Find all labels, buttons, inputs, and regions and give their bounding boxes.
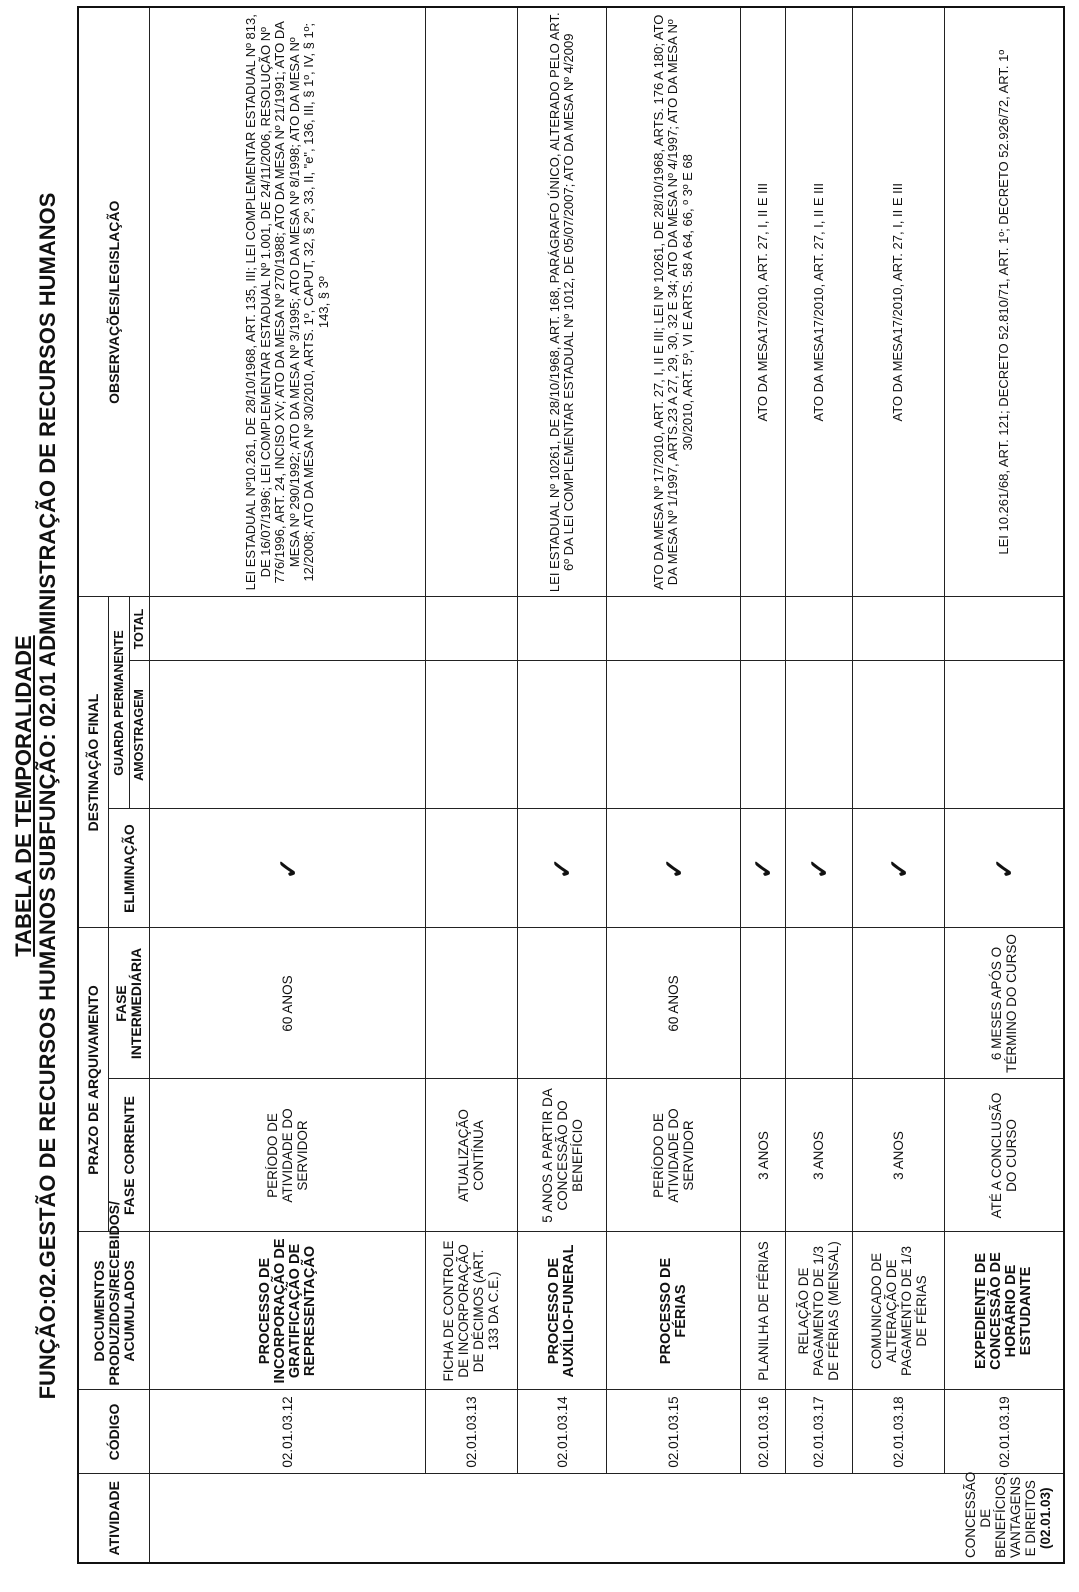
total-cell bbox=[852, 597, 944, 661]
amostragem-cell bbox=[852, 661, 944, 809]
eliminacao-check-icon: ✓ bbox=[518, 809, 607, 928]
eliminacao-check-icon: ✓ bbox=[852, 809, 944, 928]
fase-corrente-cell: ATÉ A CONCLUSÃO DO CURSO bbox=[945, 1079, 1064, 1232]
page-subtitle: FUNÇÃO:02.GESTÃO DE RECURSOS HUMANOS SUBFUNÇÃO: 02.01 ADMINISTRAÇÃO DE RECURSOS HUMANOS bbox=[35, 192, 60, 1400]
total-cell bbox=[150, 597, 425, 661]
eliminacao-check-icon: ✓ bbox=[150, 809, 425, 928]
total-cell bbox=[945, 597, 1064, 661]
fase-intermediaria-cell: 6 MESES APÓS O TÉRMINO DO CURSO bbox=[945, 928, 1064, 1079]
documento-cell: PROCESSO DE FÉRIAS bbox=[607, 1232, 741, 1390]
header-guarda-permanente: GUARDA PERMANENTE bbox=[109, 597, 130, 809]
observacoes-cell: LEI ESTADUAL Nº 10261, DE 28/10/1968, ART. 168, PARÁGRAFO ÚNICO, ALTERADO PELO ART. 6º DA LEI COMPLEMENTAR ESTADUAL Nº 1012, DE 05/07/2007; ATO DA MESA Nº 4/2009 bbox=[518, 7, 607, 597]
observacoes-cell: ATO DA MESA17/2010, ART. 27, I, II E III bbox=[786, 7, 853, 597]
total-cell bbox=[786, 597, 853, 661]
amostragem-cell bbox=[786, 661, 853, 809]
amostragem-cell bbox=[150, 661, 425, 809]
header-observacoes: OBSERVAÇÕES/LEGISLAÇÃO bbox=[78, 7, 150, 597]
codigo-cell: 02.01.03.16 bbox=[740, 1390, 785, 1474]
codigo-cell: 02.01.03.13 bbox=[425, 1390, 517, 1474]
codigo-cell: 02.01.03.18 bbox=[852, 1390, 944, 1474]
eliminacao-check-icon: ✓ bbox=[945, 809, 1064, 928]
fase-corrente-cell: 5 ANOS A PARTIR DA CONCESSÃO DO BENEFÍCIO bbox=[518, 1079, 607, 1232]
observacoes-cell: ATO DA MESA17/2010, ART. 27, I, II E III bbox=[852, 7, 944, 597]
amostragem-cell bbox=[425, 661, 517, 809]
observacoes-cell: LEI ESTADUAL Nº10.261, DE 28/10/1968, ART. 135, III; LEI COMPLEMENTAR ESTADUAL Nº 813, DE 16/07/1996; LEI COMPLEMENTAR ESTADUAL Nº 1.001, DE 24/11/2006, RESOLUÇÃO Nº 776/1996, ART. 24, INCISO XV; ATO DA MESA Nº 270/1988; ATO DA MESA Nº 21/1991; ATO DA MESA Nº 290/1992; ATO DA MESA Nº 3/1995; ATO DA MESA Nº 8/1998; ATO DA MESA Nº 12/2008; ATO DA MESA Nº 30/2010, ARTS. 1º, CAPUT, 32, § 2º, 33, II, "e", 136, III, § 1º, IV, § 1º; 143, § 3º bbox=[150, 7, 425, 597]
codigo-cell: 02.01.03.14 bbox=[518, 1390, 607, 1474]
header-atividade: ATIVIDADE bbox=[78, 1474, 150, 1563]
fase-corrente-cell: 3 ANOS bbox=[740, 1079, 785, 1232]
amostragem-cell bbox=[607, 661, 741, 809]
fase-intermediaria-cell: 60 ANOS bbox=[150, 928, 425, 1079]
fase-corrente-cell: 3 ANOS bbox=[852, 1079, 944, 1232]
page-title: TABELA DE TEMPORALIDADE bbox=[11, 635, 36, 957]
documento-cell: COMUNICADO DE ALTERAÇÃO DE PAGAMENTO DE 1/3 DE FÉRIAS bbox=[852, 1232, 944, 1390]
header-fase-corrente: FASE CORRENTE bbox=[109, 1079, 150, 1232]
header-total: TOTAL bbox=[129, 597, 150, 661]
temporalidade-table bbox=[77, 6, 1065, 1564]
eliminacao-check-icon: ✓ bbox=[740, 809, 785, 928]
eliminacao-check-icon: ✓ bbox=[607, 809, 741, 928]
documento-cell: PROCESSO DE AUXÍLIO-FUNERAL bbox=[518, 1232, 607, 1390]
total-cell bbox=[518, 597, 607, 661]
observacoes-cell bbox=[425, 7, 517, 597]
codigo-cell: 02.01.03.17 bbox=[786, 1390, 853, 1474]
total-cell bbox=[607, 597, 741, 661]
fase-intermediaria-cell: 60 ANOS bbox=[607, 928, 741, 1079]
fase-intermediaria-cell bbox=[518, 928, 607, 1079]
amostragem-cell bbox=[945, 661, 1064, 809]
documento-cell: PROCESSO DE INCORPORAÇÃO DE GRATIFICAÇÃO DE REPRESENTAÇÃO bbox=[150, 1232, 425, 1390]
fase-intermediaria-cell bbox=[425, 928, 517, 1079]
documento-cell: RELAÇÃO DE PAGAMENTO DE 1/3 DE FÉRIAS (MENSAL) bbox=[786, 1232, 853, 1390]
codigo-cell: 02.01.03.12 bbox=[150, 1390, 425, 1474]
amostragem-cell bbox=[518, 661, 607, 809]
header-eliminacao: ELIMINAÇÃO bbox=[109, 809, 150, 928]
documento-cell: EXPEDIENTE DE CONCESSÃO DE HORÁRIO DE ESTUDANTE bbox=[945, 1232, 1064, 1390]
total-cell bbox=[740, 597, 785, 661]
documento-cell: FICHA DE CONTROLE DE INCORPORAÇÃO DE DÉCIMOS (ART. 133 DA C.E.) bbox=[425, 1232, 517, 1390]
observacoes-cell: ATO DA MESA Nº 17/2010, ART. 27, I, II E III; LEI Nº 10261, DE 28/10/1968, ARTS. 176 A 180; ATO DA MESA Nº 1/1997, ARTS.23 A 27, 29, 30, 32 E 34; ATO DA MESA Nº 4/1997; ATO DA MESA Nº 30/2010, ART. 5º, VI E ARTS. 58 A 64, 66, º 3º E 68 bbox=[607, 7, 741, 597]
fase-corrente-cell: ATUALIZAÇÃO CONTÍNUA bbox=[425, 1079, 517, 1232]
fase-corrente-cell: 3 ANOS bbox=[786, 1079, 853, 1232]
codigo-cell: 02.01.03.19 bbox=[945, 1390, 1064, 1474]
atividade-label: CONCESSÃO DE BENEFÍCIOS, VANTAGENS E DIREITOS bbox=[963, 1471, 1038, 1558]
documento-cell: PLANILHA DE FÉRIAS bbox=[740, 1232, 785, 1390]
eliminacao-check-icon: ✓ bbox=[786, 809, 853, 928]
eliminacao-cell bbox=[425, 809, 517, 928]
observacoes-cell: LEI 10.261/68, ART. 121; DECRETO 52.810/71, ART. 1º; DECRETO 52.926/72, ART. 1º bbox=[945, 7, 1064, 597]
fase-corrente-cell: PERÍODO DE ATIVIDADE DO SERVIDOR bbox=[150, 1079, 425, 1232]
fase-corrente-cell: PERÍODO DE ATIVIDADE DO SERVIDOR bbox=[607, 1079, 741, 1232]
header-amostragem: AMOSTRAGEM bbox=[129, 661, 150, 809]
fase-intermediaria-cell bbox=[786, 928, 853, 1079]
observacoes-cell: ATO DA MESA17/2010, ART. 27, I, II E III bbox=[740, 7, 785, 597]
header-documentos: DOCUMENTOS PRODUZIDOS/RECEBIDOS/ ACUMULADOS bbox=[78, 1232, 150, 1390]
header-codigo: CÓDIGO bbox=[78, 1390, 150, 1474]
amostragem-cell bbox=[740, 661, 785, 809]
codigo-cell: 02.01.03.15 bbox=[607, 1390, 741, 1474]
total-cell bbox=[425, 597, 517, 661]
header-destinacao: DESTINAÇÃO FINAL bbox=[78, 597, 109, 928]
header-fase-intermediaria: FASE INTERMEDIÁRIA bbox=[109, 928, 150, 1079]
atividade-cell bbox=[150, 1471, 1064, 1563]
fase-intermediaria-cell bbox=[852, 928, 944, 1079]
fase-intermediaria-cell bbox=[740, 928, 785, 1079]
atividade-code: (02.01.03) bbox=[1038, 1487, 1053, 1550]
header-prazo: PRAZO DE ARQUIVAMENTO bbox=[78, 928, 109, 1232]
